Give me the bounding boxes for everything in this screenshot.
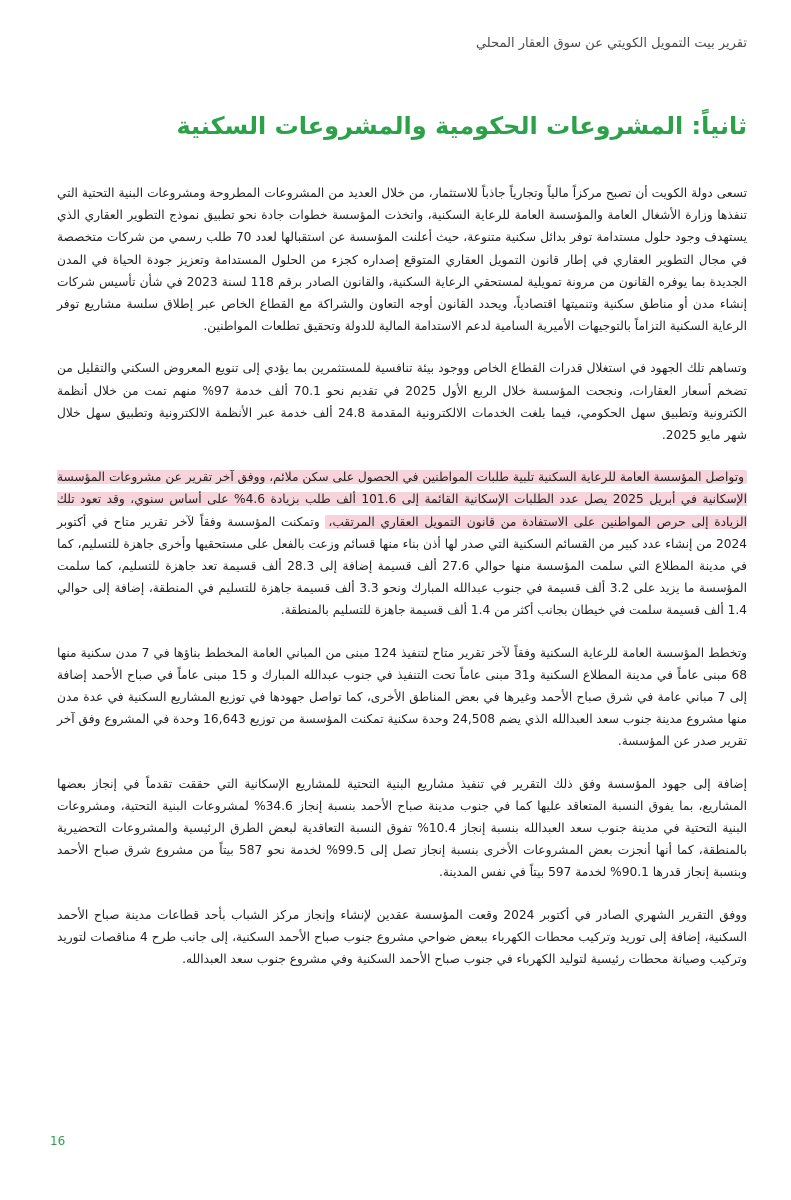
paragraph-public-buildings: وتخطط المؤسسة العامة للرعاية السكنية وفقاً لآخر تقرير متاح لتنفيذ 124 مبنى من المباني العامة المخطط بناؤها في 7 مدن سكنية منها 68 مبنى عاماً في مدينة المطلاع السكنية و31 مبنى عاماً تحت التنفيذ في جنوب عبدالله المبارك و 15 مبنى عاماً في صباح الأحمد إضافة إلى 7 مباني عامة في شرق صباح الأحمد وغيرها في بعض المناطق الأخرى، كما تواصل جهودها في توزيع المشاريع السكنية في عدة مدن منها مشروع مدينة جنوب سعد العبدالله الذي يضم 24,508 وحدة سكنية تمكنت المؤسسة من توزيع 16,643 وحدة في المشروع وفق آخر تقرير صدر عن المؤسسة. (57, 645, 747, 749)
section-title: ثانياً: المشروعات الحكومية والمشروعات السكنية (176, 112, 747, 140)
report-header-title: تقرير بيت التمويل الكويتي عن سوق العقار المحلي (475, 36, 747, 51)
body-text (57, 182, 747, 990)
paragraph-development-law: تسعى دولة الكويت أن تصبح مركزاً مالياً وتجارياً جاذباً للاستثمار، من خلال العديد من المشروعات المطروحة ومشروعات البنية التحتية التي تنفذها وزارة الأشغال العامة والمؤسسة العامة للرعاية السكنية، واتخذت المؤسسة خطوات جادة نحو تطبيق نموذج التطوير العقاري الذي يستهدف وجود حلول مستدامة توفر بدائل سكنية متنوعة، حيث أعلنت المؤسسة عن استقبالها لعدد 70 طلب رسمي من شركات متخصصة في مجال التطوير العقاري في إطار قانون التمويل العقاري المتوقع إصداره كجزء من الحلول المستدامة وتعزيز جودة الحياة في المدن الجديدة بما يوفره القانون من مرونة تمويلية لمستحقي الرعاية السكنية، والقانون الصادر برقم 118 لسنة 2023 في شأن تأسيس شركات إنشاء مدن أو مناطق سكنية وتنميتها اقتصادياً، ويحدد القانون أوجه التعاون والشراكة مع القطاع الخاص عبر إطلاق سلسة مشاريع توفر الرعاية السكنية التزاماً بالتوجيهات الأميرية السامية لدعم الاستدامة المالية للدولة وتحقيق تطلعات المواطنين. (57, 186, 748, 334)
paragraph-contracts: ووفق التقرير الشهري الصادر في أكتوبر 2024 وقعت المؤسسة عقدين لإنشاء وإنجاز مركز الشباب بأحد قطاعات مدينة صباح الأحمد السكنية، إضافة إلى توريد وتركيب محطات الكهرباء ببعض ضواحي مشروع جنوب صباح الأحمد السكنية، إلى جانب طرح 4 مناقصات لتوريد وتركيب وصيانة محطات رئيسية لتوليد الكهرباء في جنوب صباح الأحمد السكنية وفي مشروع جنوب سعد العبدالله. (57, 907, 747, 967)
highlighted-text: وتواصل المؤسسة العامة للرعاية السكنية تلبية طلبات المواطنين في الحصول على سكن ملائم، ووفق آخر تقرير عن مشروعات المؤسسة الإسكانية في أبريل 2025 يصل عدد الطلبات الإسكانية القائمة إلى 101.6 ألف طلب بزيادة 4.6% على أساس سنوي، وقد تعود تلك الزيادة إلى حرص المواطنين على الاستفادة من قانون التمويل العقاري المرتقب، (57, 470, 747, 529)
paragraph-private-sector: وتساهم تلك الجهود في استغلال قدرات القطاع الخاص ووجود بيئة تنافسية للمستثمرين بما يؤدي إلى تنويع المعروض السكني والتقليل من تضخم أسعار العقارات، ونجحت المؤسسة خلال الربع الأول 2025 في تقديم نحو 70.1 ألف خدمة 97% منهم تمت من خلال أنظمة الكترونية وتطبيق سهل الحكومي، فيما بلغت الخدمات الالكترونية المقدمة 24.8 ألف خدمة عبر الأنظمة الالكترونية وتطبيق سهل خلال شهر مايو 2025. (57, 361, 747, 443)
page-number: 16 (50, 1134, 66, 1148)
paragraph-housing-requests-rest: وتمكنت المؤسسة وفقاً لآخر تقرير متاح في أكتوبر 2024 من إنشاء عدد كبير من القسائم السكنية التي صدر لها أذن بناء منها قسائم وزعت بالفعل على مستحقيها وأخرى جاهزة للتسليم، كما في مدينة المطلاع التي سلمت المؤسسة منها حوالي 27.6 ألف قسيمة إضافة إلى 28.3 ألف قسيمة تعد جاهزة للتسليم، كما سلمت المؤسسة ما يزيد على 3.2 ألف قسيمة في جنوب عبدالله المبارك ونحو 3.3 ألف قسيمة جاهزة للتسليم في المنطقة، إضافة إلى حوالي 1.4 ألف قسيمة سلمت في خيطان بجانب أكثر من 1.4 ألف قسيمة جاهزة للتسليم بالمنطقة. (57, 514, 748, 618)
paragraph-infrastructure: إضافة إلى جهود المؤسسة وفق ذلك التقرير في تنفيذ مشاريع البنية التحتية للمشاريع الإسكانية التي حققت تقدماً في إنجاز بعضها المشاريع، بما يفوق النسبة المتعاقد عليها كما في جنوب مدينة صباح الأحمد بنسبة إنجاز 34.6% لمشروعات البنية التحتية، ومشروعات البنية التحتية في مدينة جنوب سعد العبدالله بنسبة إنجاز 10.4% تفوق النسبة التعاقدية لبعض الطرق الرئيسية والمشروعات التحضيرية بالمنطقة، كما أنها أنجزت بعض المشروعات الأخرى بنسبة إنجاز تصل إلى 99.5% لخدمة نحو 587 بيتاً من مشروع شرق صباح الأحمد وبنسبة إنجاز قدرها 90.1% لخدمة 597 بيتاً في نفس المدينة. (57, 776, 748, 880)
paragraph-housing-requests (57, 466, 747, 621)
